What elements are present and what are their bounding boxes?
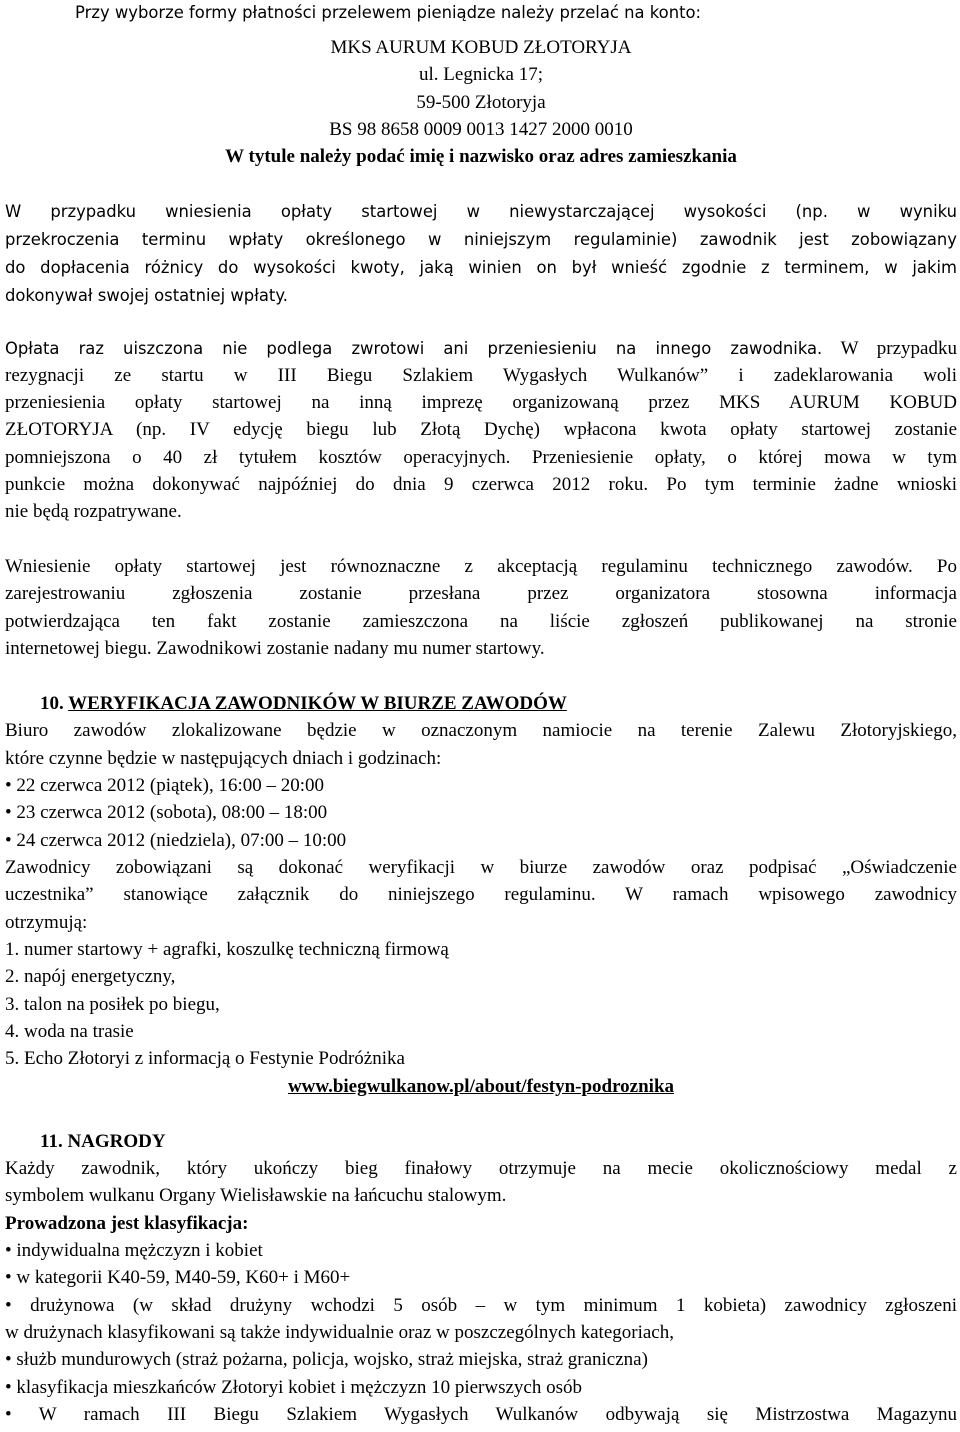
section-11-number: 11. xyxy=(40,1131,63,1152)
refund-line-5: pomniejszona o 40 zł tytułem kosztów operacyjnych. Przeniesienie opłaty, o której mowa w tym xyxy=(5,447,957,468)
refund-line-1 xyxy=(5,335,957,362)
section-10-title: WERYFIKACJA ZAWODNIKÓW W BIURZE ZAWODÓW xyxy=(68,693,567,714)
verification-line-3: otrzymują: xyxy=(5,912,88,933)
insufficient-line-4: dokonywał swojej ostatniej wpłaty. xyxy=(5,286,288,305)
package-item: 4. woda na trasie xyxy=(5,1021,134,1042)
office-line-2: które czynne będzie w następujących dniach i godzinach: xyxy=(5,748,442,769)
acceptance-line-3: potwierdzająca ten fakt zostanie zamieszczona na liście zgłoszeń publikowanej na stronie xyxy=(5,611,957,632)
classification-item: w drużynach klasyfikowani są także indywidualnie oraz w poszczególnych kategoriach, xyxy=(5,1322,674,1343)
festival-link[interactable]: www.biegwulkanow.pl/about/festyn-podroznika xyxy=(287,1076,675,1097)
account-name: MKS AURUM KOBUD ZŁOTORYJA xyxy=(330,37,632,58)
classification-item: • służb mundurowych (straż pożarna, policja, wojsko, straż miejska, straż graniczna) xyxy=(5,1349,648,1370)
transfer-title-note: W tytule należy podać imię i nazwisko oraz adres zamieszkania xyxy=(225,146,737,167)
classification-item: • w kategorii K40-59, M40-59, K60+ i M60+ xyxy=(5,1267,351,1288)
office-line-1: Biuro zawodów zlokalizowane będzie w oznaczonym namiocie na terenie Zalewu Złotoryjskiego, xyxy=(5,720,957,741)
package-item: 2. napój energetyczny, xyxy=(5,966,176,987)
insufficient-line-1: W przypadku wniesienia opłaty startowej w niewystarczającej wysokości (np. w wyniku xyxy=(5,202,957,221)
classification-item: • drużynowa (w skład drużyny wchodzi 5 osób – w tym minimum 1 kobieta) zawodnicy zgłoszeni xyxy=(5,1295,957,1316)
verification-line-2: uczestnika” stanowiące załącznik do niniejszego regulaminu. W ramach wpisowego zawodnicy xyxy=(5,884,957,905)
classification-heading: Prowadzona jest klasyfikacja: xyxy=(5,1213,249,1234)
classification-item: • indywidualna mężczyzn i kobiet xyxy=(5,1240,263,1261)
insufficient-line-3: do dopłacenia różnicy do wysokości kwoty, jaką winien on był wnieść zgodnie z terminem, w jakim xyxy=(5,258,957,277)
account-city: 59-500 Złotoryja xyxy=(416,92,546,113)
acceptance-line-2: zarejestrowaniu zgłoszenia zostanie przesłana przez organizatora stosowna informacja xyxy=(5,583,957,604)
acceptance-line-1: Wniesienie opłaty startowej jest równoznaczne z akceptacją regulaminu technicznego zawodów. Po xyxy=(5,556,957,577)
refund-line-4: ZŁOTORYJA (np. IV edycję biegu lub Złotą Dychę) wpłacona kwota opłaty startowej zostanie xyxy=(5,419,957,440)
section-11-heading xyxy=(40,1128,957,1155)
section-10-number: 10. xyxy=(40,693,64,714)
refund-line-1a: Opłata raz uiszczona nie podlega zwrotowi ani przeniesieniu na innego zawodnika. xyxy=(5,339,823,358)
refund-line-6: punkcie można dokonywać najpóźniej do dnia 9 czerwca 2012 roku. Po tym terminie żadne wnioski xyxy=(5,474,957,495)
section-10-heading xyxy=(40,690,957,717)
package-item: 5. Echo Złotoryi z informacją o Festynie Podróżnika xyxy=(5,1048,405,1069)
package-item: 3. talon na posiłek po biegu, xyxy=(5,994,220,1015)
schedule-item: • 23 czerwca 2012 (sobota), 08:00 – 18:00 xyxy=(5,802,328,823)
package-item: 1. numer startowy + agrafki, koszulkę techniczną firmową xyxy=(5,939,449,960)
refund-line-1b: W przypadku xyxy=(822,338,957,359)
classification-item: • W ramach III Biegu Szlakiem Wygasłych Wulkanów odbywają się Mistrzostwa Magazynu xyxy=(5,1404,957,1425)
payment-intro: Przy wyborze formy płatności przelewem pieniądze należy przelać na konto: xyxy=(75,3,702,22)
section-11-title: NAGRODY xyxy=(67,1131,166,1152)
acceptance-line-4: internetowej biegu. Zawodnikowi zostanie nadany mu numer startowy. xyxy=(5,638,545,659)
refund-line-2: rezygnacji ze startu w III Biegu Szlakiem Wygasłych Wulkanów” i zadeklarowania woli xyxy=(5,365,957,386)
verification-line-1: Zawodnicy zobowiązani są dokonać weryfikacji w biurze zawodów oraz podpisać „Oświadczenie xyxy=(5,857,957,878)
insufficient-line-2: przekroczenia terminu wpłaty określonego w niniejszym regulaminie) zawodnik jest zobowiązany xyxy=(5,230,957,249)
schedule-item: • 22 czerwca 2012 (piątek), 16:00 – 20:00 xyxy=(5,775,325,796)
account-street: ul. Legnicka 17; xyxy=(419,64,543,85)
schedule-item: • 24 czerwca 2012 (niedziela), 07:00 – 10:00 xyxy=(5,830,347,851)
medal-line-2: symbolem wulkanu Organy Wielisławskie na łańcuchu stalowym. xyxy=(5,1185,507,1206)
medal-line-1: Każdy zawodnik, który ukończy bieg finałowy otrzymuje na mecie okolicznościowy medal z xyxy=(5,1158,957,1179)
refund-line-7: nie będą rozpatrywane. xyxy=(5,501,182,522)
bank-account-number: BS 98 8658 0009 0013 1427 2000 0010 xyxy=(329,119,633,140)
refund-line-3: przeniesienia opłaty startowej na inną imprezę organizowaną przez MKS AURUM KOBUD xyxy=(5,392,957,413)
classification-item: • klasyfikacja mieszkańców Złotoryi kobiet i mężczyzn 10 pierwszych osób xyxy=(5,1377,582,1398)
